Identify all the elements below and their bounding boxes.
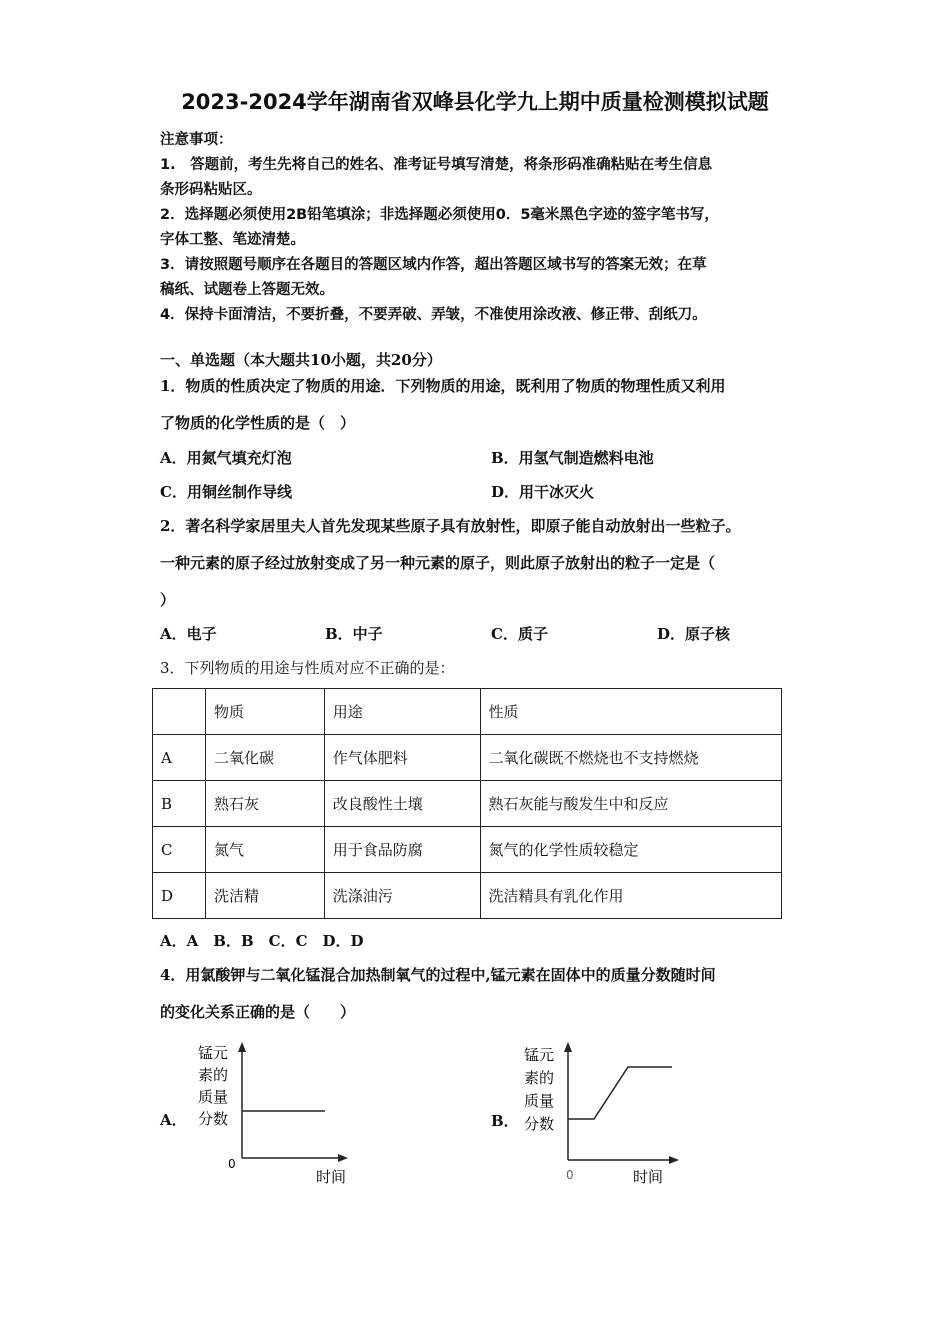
q3-stem: 3．下列物质的用途与性质对应不正确的是：: [160, 659, 455, 677]
chart-a-origin: 0: [228, 1157, 236, 1171]
notice-line-4: 字体工整、笔迹清楚。: [160, 232, 305, 248]
table-cell: 改良酸性土壤: [324, 781, 480, 827]
table-header-cell: [153, 689, 206, 735]
q4-chart-a: [190, 1038, 365, 1190]
chart-b-xlabel: 时间: [633, 1168, 664, 1186]
table-cell: 二氧化碳: [205, 735, 324, 781]
chart-b-ylabel-2: 素的: [524, 1069, 555, 1087]
notice-line-1: 1. 答题前，考生先将自己的姓名、准考证号填写清楚，将条形码准确粘贴在考生信息: [160, 157, 713, 173]
page-title: 2023-2024学年湖南省双峰县化学九上期中质量检测模拟试题: [181, 90, 769, 114]
chart-b-x-arrow: [669, 1156, 679, 1164]
chart-b-curve: [568, 1067, 672, 1119]
table-cell: 洗洁精具有乳化作用: [480, 873, 782, 919]
table-cell: D: [153, 873, 206, 919]
q4-stem-line-2: 的变化关系正确的是（ ）: [160, 1003, 356, 1021]
q4-stem-line-1: 4．用氯酸钾与二氧化锰混合加热制氧气的过程中,锰元素在固体中的质量分数随时间: [160, 966, 716, 984]
chart-a-xlabel: 时间: [316, 1168, 347, 1186]
q3-table: [152, 688, 782, 919]
table-row: [153, 735, 782, 781]
table-cell: 熟石灰能与酸发生中和反应: [480, 781, 782, 827]
table-cell: 作气体肥料: [324, 735, 480, 781]
table-cell: B: [153, 781, 206, 827]
q1-option-a: A．用氮气填充灯泡: [160, 449, 292, 467]
table-cell: 洗洁精: [205, 873, 324, 919]
chart-a-x-arrow: [338, 1154, 348, 1162]
table-cell: 用于食品防腐: [324, 827, 480, 873]
table-cell: 氮气: [205, 827, 324, 873]
q1-stem-line-2: 了物质的化学性质的是（ ）: [160, 414, 356, 432]
chart-b-origin: 0: [566, 1168, 574, 1182]
table-header-row: [153, 689, 782, 735]
table-cell: C: [153, 827, 206, 873]
table-row: [153, 827, 782, 873]
table-cell: 氮气的化学性质较稳定: [480, 827, 782, 873]
q4-chart-b: [516, 1040, 696, 1192]
table-cell: 二氧化碳既不燃烧也不支持燃烧: [480, 735, 782, 781]
notice-heading: 注意事项：: [160, 132, 233, 148]
q2-option-d: D．原子核: [657, 625, 731, 643]
chart-b-ylabel-4: 分数: [524, 1115, 555, 1133]
q2-option-a: A．电子: [160, 625, 217, 643]
table-row: [153, 873, 782, 919]
table-cell: A: [153, 735, 206, 781]
chart-b-ylabel-3: 质量: [524, 1092, 555, 1110]
notice-line-7: 4．保持卡面清洁，不要折叠，不要弄破、弄皱，不准使用涂改液、修正带、刮纸刀。: [160, 307, 707, 323]
table-cell: 洗涤油污: [324, 873, 480, 919]
chart-a-ylabel-1: 锰元: [198, 1044, 229, 1062]
chart-a-ylabel-4: 分数: [198, 1110, 229, 1128]
chart-a-y-arrow: [238, 1042, 246, 1052]
q2-option-b: B．中子: [325, 625, 383, 643]
notice-line-6: 稿纸、试题卷上答题无效。: [160, 282, 334, 298]
q2-stem-line-3: ）: [160, 591, 176, 609]
notice-line-5: 3．请按照题号顺序在各题目的答题区域内作答，超出答题区域书写的答案无效；在草: [160, 257, 707, 273]
table-header-cell: 性质: [480, 689, 782, 735]
q2-stem-line-2: 一种元素的原子经过放射变成了另一种元素的原子，则此原子放射出的粒子一定是（: [160, 554, 716, 572]
q1-option-d: D．用干冰灭火: [491, 483, 595, 501]
q4-option-b-label: B．: [491, 1112, 519, 1130]
table-header-cell: 物质: [205, 689, 324, 735]
notice-line-2: 条形码粘贴区。: [160, 182, 262, 198]
q1-option-c: C．用铜丝制作导线: [160, 483, 292, 501]
chart-a-ylabel-2: 素的: [198, 1066, 229, 1084]
chart-a-ylabel-3: 质量: [198, 1088, 229, 1106]
table-cell: 熟石灰: [205, 781, 324, 827]
q2-option-c: C．质子: [491, 625, 548, 643]
q1-stem-line-1: 1．物质的性质决定了物质的用途．下列物质的用途，既利用了物质的物理性质又利用: [160, 377, 726, 395]
chart-b-y-arrow: [564, 1042, 572, 1052]
q1-option-b: B．用氢气制造燃料电池: [491, 449, 654, 467]
section-heading: 一、单选题（本大题共10小题，共20分）: [160, 351, 442, 369]
notice-line-3: 2．选择题必须使用2B铅笔填涂；非选择题必须使用0．5毫米黑色字迹的签字笔书写，: [160, 207, 719, 223]
q3-options: A．A B．B C．C D．D: [160, 932, 364, 950]
chart-b-ylabel-1: 锰元: [524, 1046, 555, 1064]
q4-option-a-label: A．: [160, 1111, 187, 1129]
table-row: [153, 781, 782, 827]
q2-stem-line-1: 2．著名科学家居里夫人首先发现某些原子具有放射性，即原子能自动放射出一些粒子。: [160, 517, 741, 535]
table-header-cell: 用途: [324, 689, 480, 735]
